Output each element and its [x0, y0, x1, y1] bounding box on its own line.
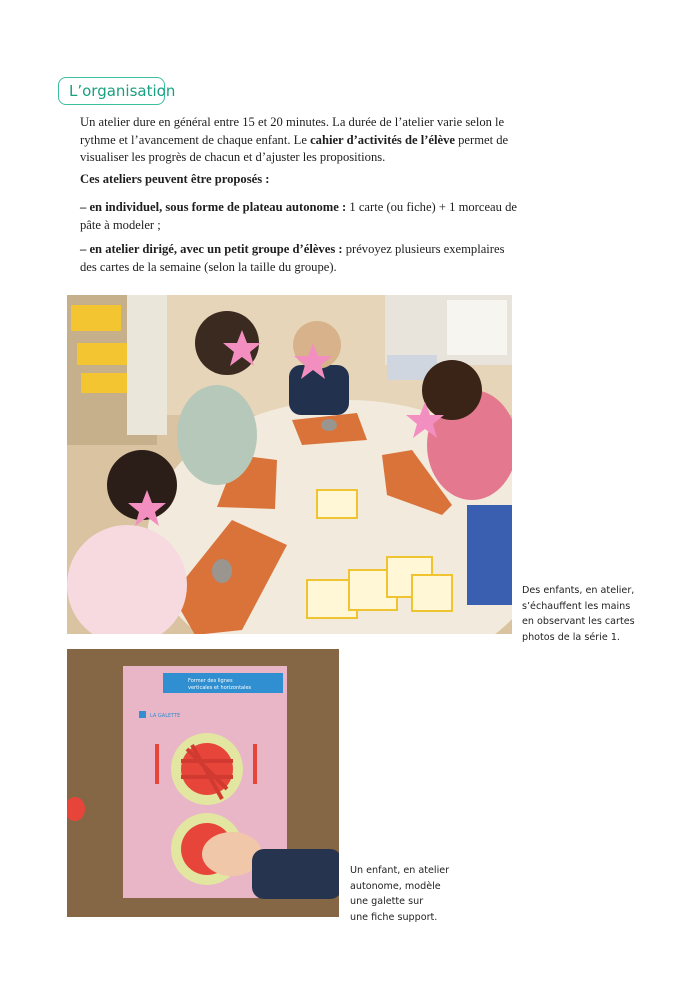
- photo-children-atelier: [67, 295, 512, 634]
- intro-bold: cahier d’activités de l’élève: [310, 132, 455, 147]
- caption-line: s’échauffent les mains: [522, 600, 631, 612]
- photo1-caption: [522, 583, 635, 645]
- list-item-group: [80, 241, 520, 276]
- intro-text-after: permet de visualiser les progrès de chacun et d’ajuster les propositions.: [80, 132, 509, 164]
- caption-line: une galette sur: [350, 896, 424, 907]
- sheet-title-line1: Former des lignes: [188, 678, 233, 684]
- caption-line: photos de la série 1.: [522, 631, 620, 643]
- sheet-label: LA GALETTE: [150, 713, 181, 719]
- list-item-bold: – en atelier dirigé, avec un petit groupe d’élèves :: [80, 242, 343, 256]
- section-title: L’organisation: [58, 77, 165, 105]
- photo2-caption: [350, 863, 449, 925]
- list-item-bold: – en individuel, sous forme de plateau autonome :: [80, 200, 347, 214]
- photo-children-atelier-illustration: [67, 295, 512, 634]
- sheet-title-line2: verticales et horizontales: [188, 685, 252, 691]
- subheading-text: Ces ateliers peuvent être proposés :: [80, 172, 270, 186]
- photo-galette-illustration: [67, 649, 339, 917]
- caption-line: Des enfants, en atelier,: [522, 585, 635, 596]
- photo-galette-sheet: [67, 649, 339, 917]
- list-item-text: 1 carte (ou fiche) + 1 morceau de pâte à modeler ;: [80, 200, 517, 232]
- list-item-individual: [80, 199, 520, 234]
- caption-line: Un enfant, en atelier: [350, 865, 450, 876]
- list-item-text: prévoyez plusieurs exemplaires des cartes de la semaine (selon la taille du groupe).: [80, 242, 505, 274]
- subheading: [80, 171, 520, 189]
- intro-text-before: Un atelier dure en général entre 15 et 20 minutes. La durée de l’atelier varie selon le rythme et l’avancement de chaque enfant. Le: [80, 115, 505, 147]
- caption-line: en observant les cartes: [522, 616, 635, 627]
- intro-paragraph: [80, 114, 520, 167]
- caption-line: autonome, modèle: [350, 880, 441, 892]
- caption-line: une fiche support.: [350, 911, 438, 923]
